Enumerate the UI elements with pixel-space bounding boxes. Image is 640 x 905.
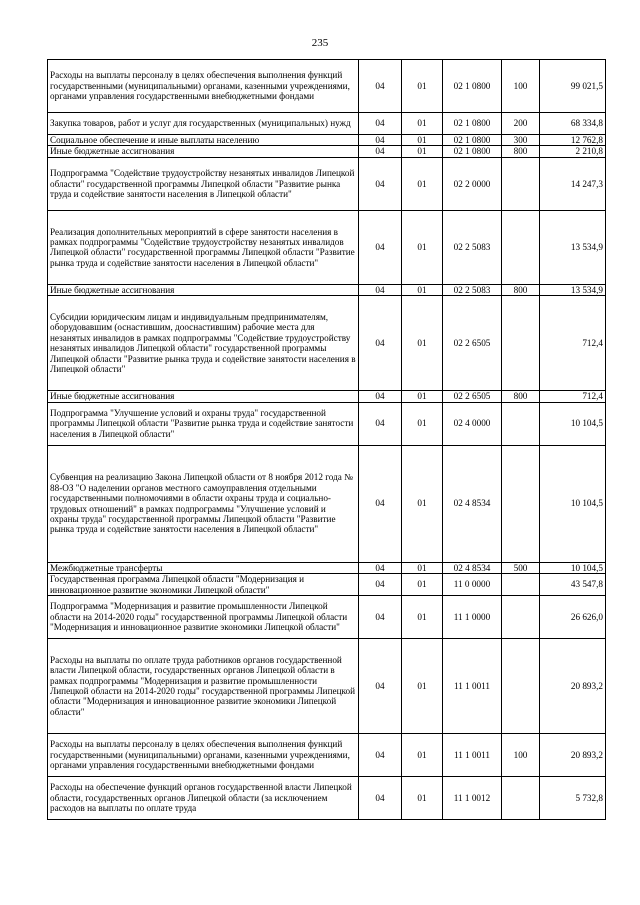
target-article-cell: 02 2 6505 xyxy=(443,391,502,402)
expense-type-cell xyxy=(502,445,540,562)
ministry-code-cell: 04 xyxy=(359,596,402,639)
row-name-cell: Иные бюджетные ассигнования xyxy=(48,284,359,295)
table-row xyxy=(48,284,606,295)
expense-type-cell xyxy=(502,596,540,639)
target-article-cell: 11 1 0012 xyxy=(443,777,502,820)
expense-type-cell xyxy=(502,639,540,734)
section-code-cell: 01 xyxy=(402,157,443,210)
table-row xyxy=(48,296,606,391)
ministry-code-cell: 04 xyxy=(359,296,402,391)
amount-cell: 10 104,5 xyxy=(540,445,606,562)
budget-table-body xyxy=(48,60,606,820)
ministry-code-cell: 04 xyxy=(359,402,402,445)
expense-type-cell xyxy=(502,574,540,596)
target-article-cell: 11 1 0000 xyxy=(443,596,502,639)
target-article-cell: 02 4 8534 xyxy=(443,562,502,573)
table-row xyxy=(48,113,606,135)
section-code-cell: 01 xyxy=(402,284,443,295)
row-name-cell: Межбюджетные трансферты xyxy=(48,562,359,573)
amount-cell: 2 210,8 xyxy=(540,146,606,157)
expense-type-cell xyxy=(502,296,540,391)
row-name-cell: Закупка товаров, работ и услуг для государственных (муниципальных) нужд xyxy=(48,113,359,135)
expense-type-cell: 800 xyxy=(502,284,540,295)
ministry-code-cell: 04 xyxy=(359,135,402,146)
row-name-cell: Расходы на выплаты персоналу в целях обеспечения выполнения функций государственными (муниципальными) органами, казенными учреждениями, органами управления государственными внебюджетными фондами xyxy=(48,734,359,777)
section-code-cell: 01 xyxy=(402,734,443,777)
table-row xyxy=(48,574,606,596)
table-row xyxy=(48,596,606,639)
table-row xyxy=(48,135,606,146)
target-article-cell: 02 2 5083 xyxy=(443,284,502,295)
target-article-cell: 02 4 8534 xyxy=(443,445,502,562)
row-name-cell: Реализация дополнительных мероприятий в сфере занятости населения в рамках подпрограммы "Содействие трудоустройству незанятых инвалидов Липецкой области" государственной программы Липецкой области "Развитие рынка труда и содействие занятости населения в Липецкой области" xyxy=(48,210,359,284)
expense-type-cell: 800 xyxy=(502,391,540,402)
row-name-cell: Субвенция на реализацию Закона Липецкой области от 8 ноября 2012 года № 88-ОЗ "О наделении органов местного самоуправления отдельными государственными полномочиями в области охраны труда и социально-трудовых отношений" в рамках подпрограммы "Улучшение условий и охраны труда" государственной программы Липецкой области "Развитие рынка труда и содействие занятости населения в Липецкой области" xyxy=(48,445,359,562)
target-article-cell: 02 1 0800 xyxy=(443,135,502,146)
table-row xyxy=(48,60,606,113)
amount-cell: 12 762,8 xyxy=(540,135,606,146)
expense-type-cell: 300 xyxy=(502,135,540,146)
amount-cell: 43 547,8 xyxy=(540,574,606,596)
row-name-cell: Иные бюджетные ассигнования xyxy=(48,146,359,157)
section-code-cell: 01 xyxy=(402,210,443,284)
table-row xyxy=(48,391,606,402)
target-article-cell: 02 2 6505 xyxy=(443,296,502,391)
amount-cell: 20 893,2 xyxy=(540,734,606,777)
table-row xyxy=(48,157,606,210)
row-name-cell: Социальное обеспечение и иные выплаты населению xyxy=(48,135,359,146)
ministry-code-cell: 04 xyxy=(359,146,402,157)
expense-type-cell xyxy=(502,210,540,284)
amount-cell: 10 104,5 xyxy=(540,562,606,573)
section-code-cell: 01 xyxy=(402,113,443,135)
target-article-cell: 02 1 0800 xyxy=(443,60,502,113)
section-code-cell: 01 xyxy=(402,445,443,562)
section-code-cell: 01 xyxy=(402,60,443,113)
amount-cell: 20 893,2 xyxy=(540,639,606,734)
section-code-cell: 01 xyxy=(402,296,443,391)
row-name-cell: Государственная программа Липецкой области "Модернизация и инновационное развитие экономики Липецкой области" xyxy=(48,574,359,596)
row-name-cell: Подпрограмма "Содействие трудоустройству незанятых инвалидов Липецкой области" государственной программы Липецкой области "Развитие рынка труда и содействие занятости населения в Липецкой области" xyxy=(48,157,359,210)
expense-type-cell: 100 xyxy=(502,734,540,777)
row-name-cell: Иные бюджетные ассигнования xyxy=(48,391,359,402)
expense-type-cell: 500 xyxy=(502,562,540,573)
amount-cell: 14 247,3 xyxy=(540,157,606,210)
target-article-cell: 11 0 0000 xyxy=(443,574,502,596)
amount-cell: 5 732,8 xyxy=(540,777,606,820)
row-name-cell: Субсидии юридическим лицам и индивидуальным предпринимателям, оборудовавшим (оснастившим, дооснастившим) рабочие места для незанятых инвалидов в рамках подпрограммы "Содействие трудоустройству незанятых инвалидов Липецкой области" государственной программы Липецкой области "Развитие рынка труда и содействие занятости населения в Липецкой области" xyxy=(48,296,359,391)
amount-cell: 10 104,5 xyxy=(540,402,606,445)
row-name-cell: Подпрограмма "Модернизация и развитие промышленности Липецкой области на 2014-2020 годы" государственной программы Липецкой области "Модернизация и инновационное развитие экономики Липецкой области" xyxy=(48,596,359,639)
target-article-cell: 11 1 0011 xyxy=(443,734,502,777)
row-name-cell: Расходы на обеспечение функций органов государственной власти Липецкой области, государственных органов Липецкой области (за исключением расходов на выплаты по оплате труда xyxy=(48,777,359,820)
amount-cell: 712,4 xyxy=(540,391,606,402)
target-article-cell: 02 1 0800 xyxy=(443,146,502,157)
ministry-code-cell: 04 xyxy=(359,157,402,210)
expense-type-cell xyxy=(502,157,540,210)
table-row xyxy=(48,639,606,734)
table-row xyxy=(48,734,606,777)
section-code-cell: 01 xyxy=(402,135,443,146)
page-number: 235 xyxy=(311,37,329,49)
ministry-code-cell: 04 xyxy=(359,445,402,562)
target-article-cell: 02 1 0800 xyxy=(443,113,502,135)
ministry-code-cell: 04 xyxy=(359,639,402,734)
expense-type-cell xyxy=(502,402,540,445)
ministry-code-cell: 04 xyxy=(359,734,402,777)
section-code-cell: 01 xyxy=(402,639,443,734)
amount-cell: 99 021,5 xyxy=(540,60,606,113)
amount-cell: 26 626,0 xyxy=(540,596,606,639)
table-row xyxy=(48,210,606,284)
amount-cell: 68 334,8 xyxy=(540,113,606,135)
expense-type-cell xyxy=(502,777,540,820)
ministry-code-cell: 04 xyxy=(359,574,402,596)
amount-cell: 13 534,9 xyxy=(540,284,606,295)
ministry-code-cell: 04 xyxy=(359,391,402,402)
table-row xyxy=(48,777,606,820)
row-name-cell: Расходы на выплаты персоналу в целях обеспечения выполнения функций государственными (муниципальными) органами, казенными учреждениями, органами управления государственными внебюджетными фондами xyxy=(48,60,359,113)
row-name-cell: Подпрограмма "Улучшение условий и охраны труда" государственной программы Липецкой области "Развитие рынка труда и содействие занятости населения в Липецкой области" xyxy=(48,402,359,445)
section-code-cell: 01 xyxy=(402,402,443,445)
table-row xyxy=(48,445,606,562)
amount-cell: 712,4 xyxy=(540,296,606,391)
table-row xyxy=(48,146,606,157)
ministry-code-cell: 04 xyxy=(359,60,402,113)
ministry-code-cell: 04 xyxy=(359,562,402,573)
ministry-code-cell: 04 xyxy=(359,210,402,284)
expense-type-cell: 800 xyxy=(502,146,540,157)
target-article-cell: 02 4 0000 xyxy=(443,402,502,445)
ministry-code-cell: 04 xyxy=(359,113,402,135)
table-row xyxy=(48,562,606,573)
section-code-cell: 01 xyxy=(402,574,443,596)
ministry-code-cell: 04 xyxy=(359,777,402,820)
section-code-cell: 01 xyxy=(402,562,443,573)
amount-cell: 13 534,9 xyxy=(540,210,606,284)
section-code-cell: 01 xyxy=(402,391,443,402)
section-code-cell: 01 xyxy=(402,596,443,639)
ministry-code-cell: 04 xyxy=(359,284,402,295)
row-name-cell: Расходы на выплаты по оплате труда работников органов государственной власти Липецкой области, государственных органов Липецкой области в рамках подпрограммы "Модернизация и развитие промышленности Липецкой области на 2014-2020 годы" государственной программы Липецкой области "Модернизация и инновационное развитие экономики Липецкой области" xyxy=(48,639,359,734)
budget-table xyxy=(47,59,606,820)
expense-type-cell: 200 xyxy=(502,113,540,135)
target-article-cell: 11 1 0011 xyxy=(443,639,502,734)
section-code-cell: 01 xyxy=(402,146,443,157)
section-code-cell: 01 xyxy=(402,777,443,820)
table-row xyxy=(48,402,606,445)
target-article-cell: 02 2 0000 xyxy=(443,157,502,210)
expense-type-cell: 100 xyxy=(502,60,540,113)
target-article-cell: 02 2 5083 xyxy=(443,210,502,284)
